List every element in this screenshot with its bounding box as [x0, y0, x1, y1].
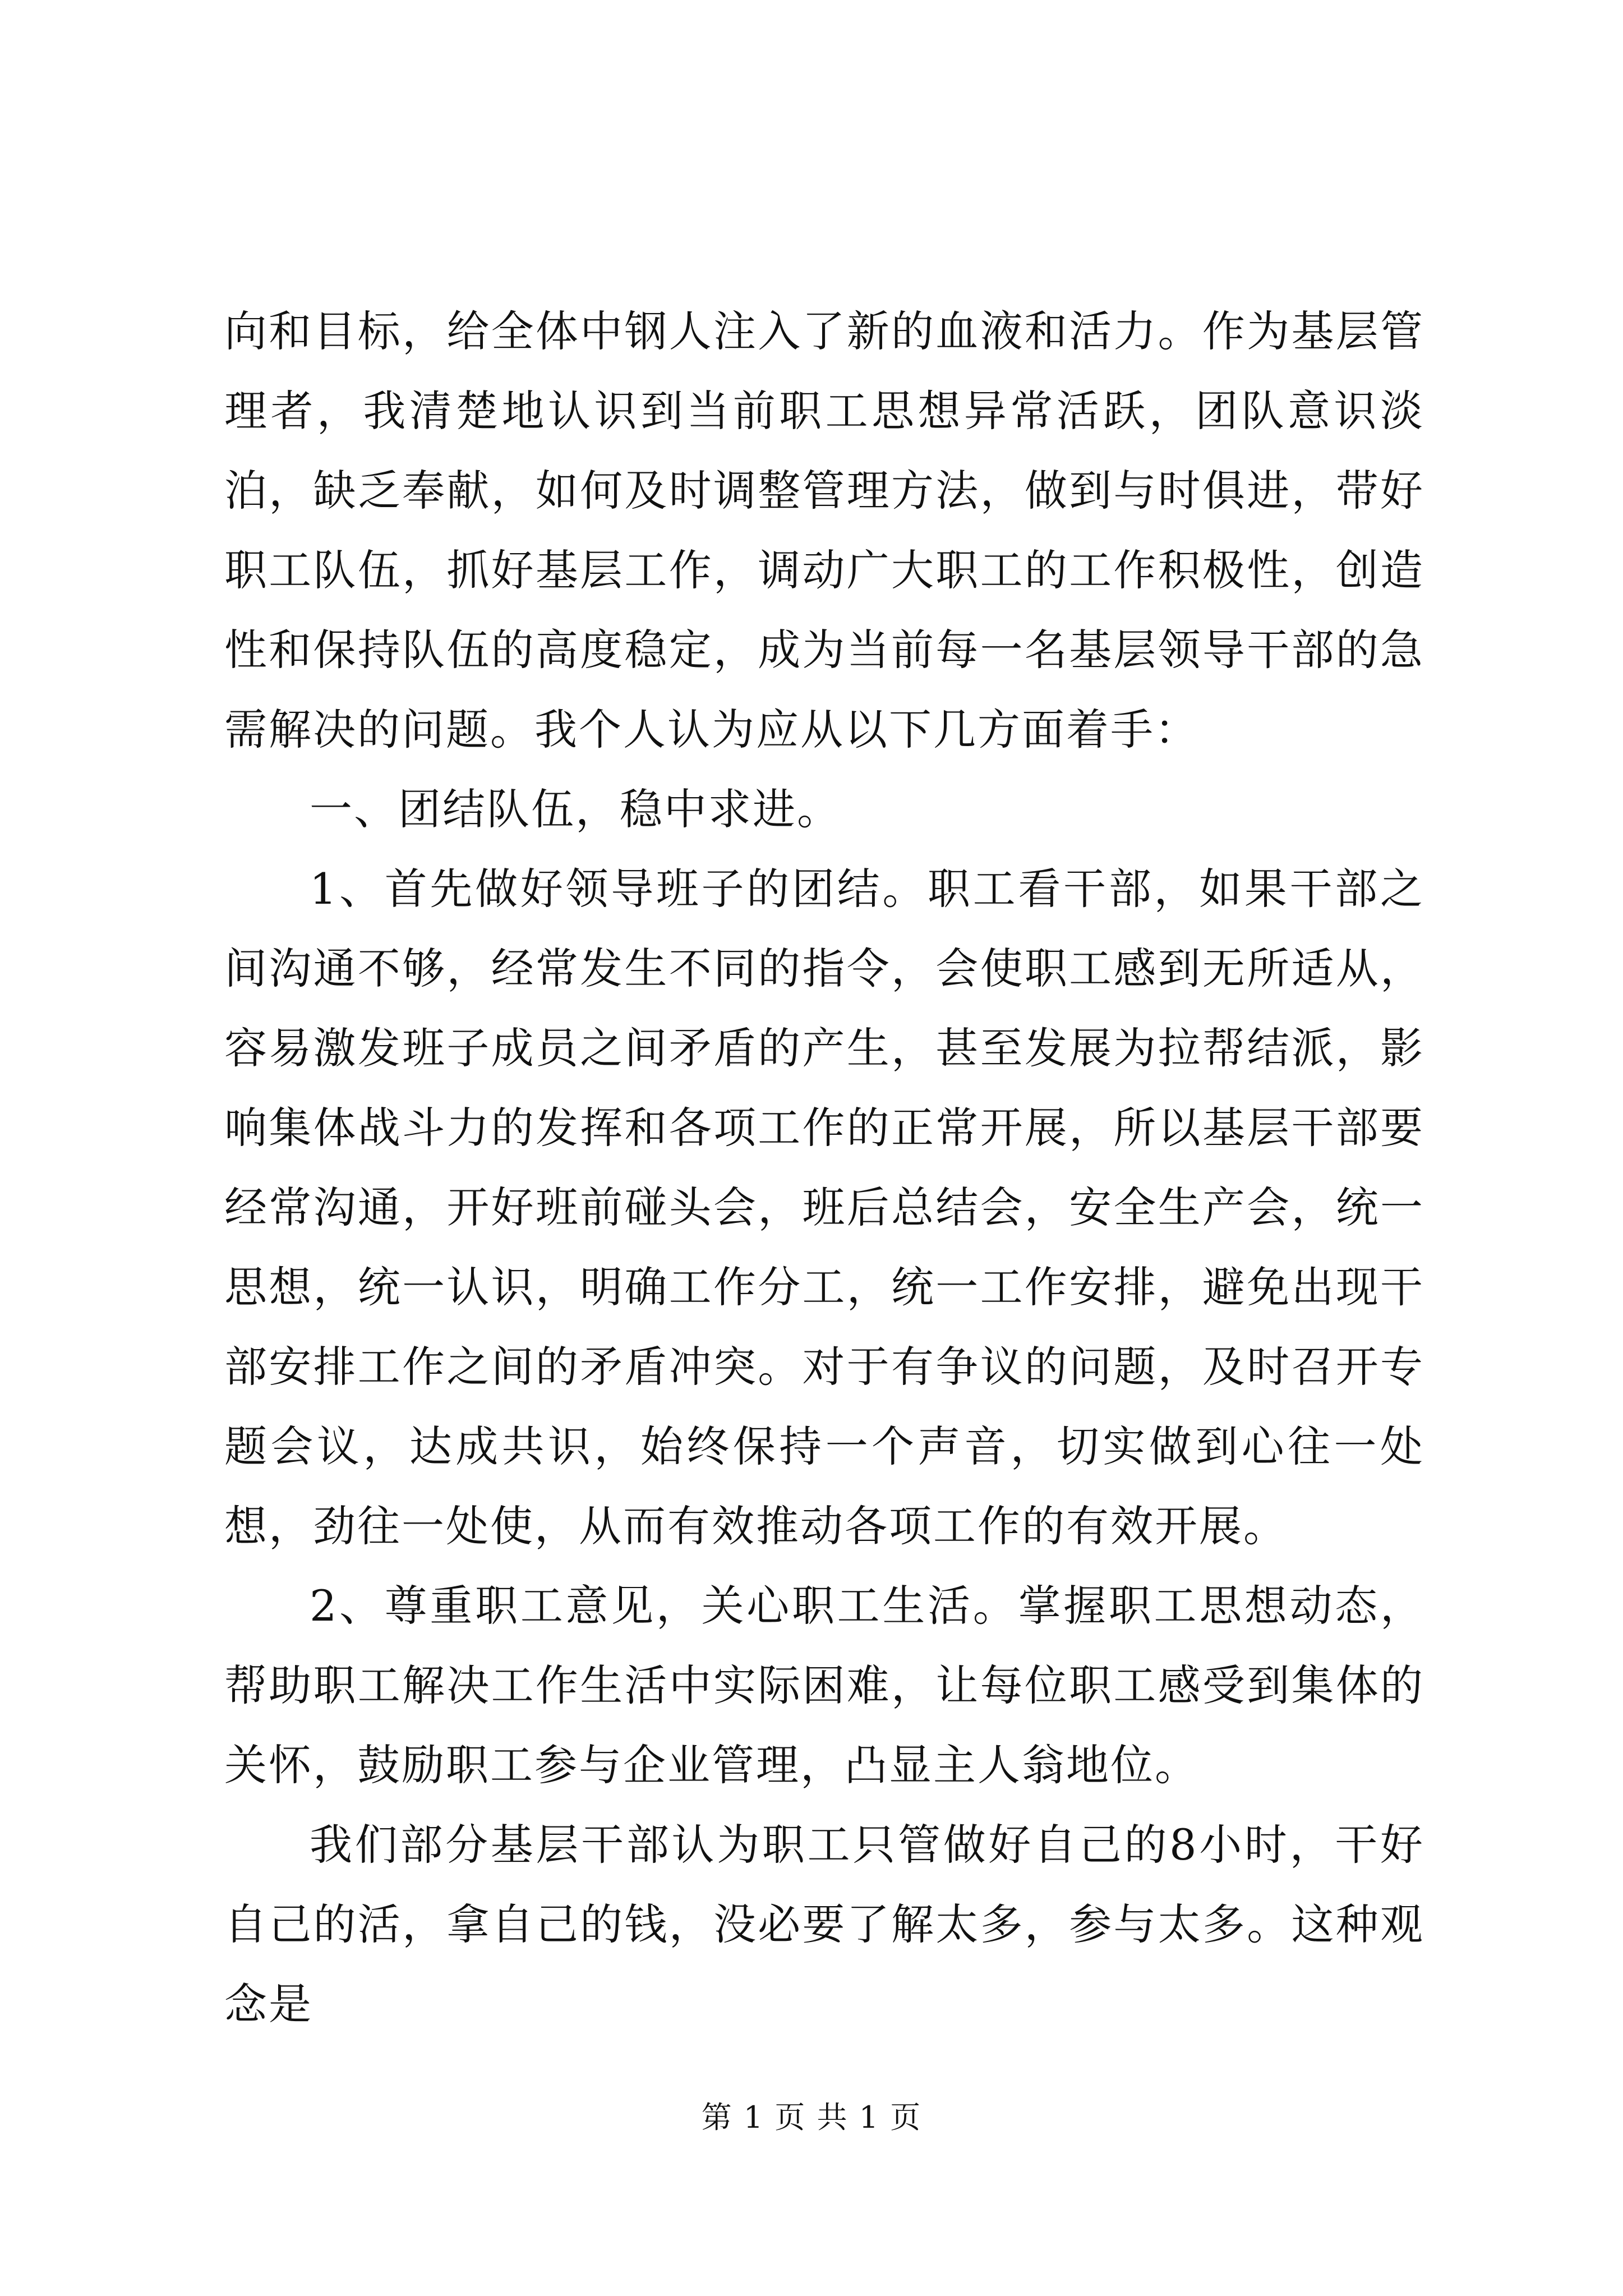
- paragraph-item-2: 2、尊重职工意见，关心职工生活。掌握职工思想动态，帮助职工解决工作生活中实际困难，让每位职工感受到集体的关怀，鼓励职工参与企业管理，凸显主人翁地位。: [224, 1581, 1424, 1790]
- page-number-footer: 第 1 页 共 1 页: [701, 2100, 922, 2135]
- section-heading: 一、团结队伍，稳中求进。: [310, 784, 841, 834]
- document-body: [224, 292, 1424, 2044]
- paragraph-continuation: 向和目标，给全体中钢人注入了新的血液和活力。作为基层管理者，我清楚地认识到当前职工思想异常活跃，团队意识淡泊，缺乏奉献，如何及时调整管理方法，做到与时俱进，带好职工队伍，抓好基层工作，调动广大职工的工作积极性，创造性和保持队伍的高度稳定，成为当前每一名基层领导干部的急需解决的问题。我个人认为应从以下几方面着手：: [224, 306, 1424, 754]
- paragraph-item-1: 1、首先做好领导班子的团结。职工看干部，如果干部之间沟通不够，经常发生不同的指令，会使职工感到无所适从，容易激发班子成员之间矛盾的产生，甚至发展为拉帮结派，影响集体战斗力的发挥和各项工作的正常开展，所以基层干部要经常沟通，开好班前碰头会，班后总结会，安全生产会，统一思想，统一认识，明确工作分工，统一工作安排，避免出现干部安排工作之间的矛盾冲突。对于有争议的问题，及时召开专题会议，达成共识，始终保持一个声音，切实做到心往一处想，劲往一处使，从而有效推动各项工作的有效开展。: [224, 864, 1424, 1551]
- paragraph-body: 我们部分基层干部认为职工只管做好自己的8小时，干好自己的活，拿自己的钱，没必要了解太多，参与太多。这种观念是: [224, 1820, 1424, 2029]
